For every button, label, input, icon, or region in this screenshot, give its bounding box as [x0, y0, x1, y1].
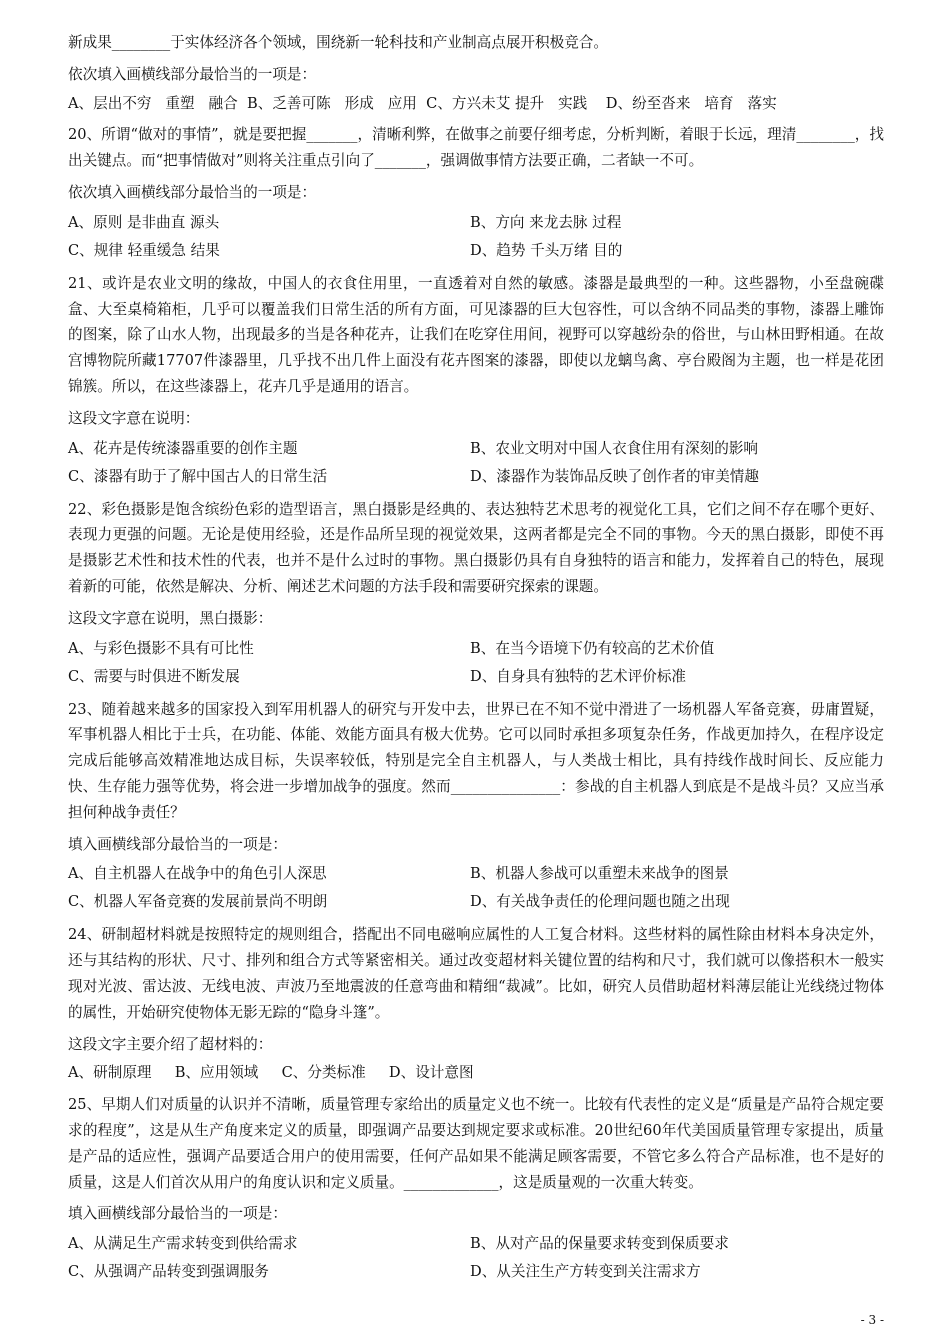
q25-options: [68, 1230, 884, 1286]
q22-option-c: C、需要与时俱进不断发展: [68, 667, 240, 685]
q21-option-c: C、漆器有助于了解中国古人的日常生活: [68, 467, 328, 485]
q20-options: [68, 209, 884, 265]
q21-option-a: A、花卉是传统漆器重要的创作主题: [68, 439, 298, 457]
q25-option-c: C、从强调产品转变到强调服务: [68, 1263, 269, 1281]
q22-options: [68, 635, 884, 691]
q20-option-c: C、规律 轻重缓急 结果: [68, 241, 220, 259]
q21-options: [68, 435, 884, 491]
q20-option-d: D、趋势 千头万绪 目的: [470, 241, 623, 259]
q20-option-b: B、方向 来龙去脉 过程: [470, 213, 622, 231]
page-number: - 3 -: [860, 1313, 884, 1327]
q23-prompt: 填入画横线部分最恰当的一项是：: [68, 835, 287, 853]
q23-options: [68, 860, 884, 916]
q24-prompt: 这段文字主要介绍了超材料的：: [68, 1035, 273, 1053]
q23-option-d: D、有关战争责任的伦理问题也随之出现: [470, 893, 730, 911]
q19-options: A、层出不穷 重塑 融合 B、乏善可陈 形成 应用 C、方兴未艾 提升 实践 D、纷至沓来 培育 落实: [68, 94, 777, 112]
q24-options: A、研制原理 B、应用领域 C、分类标准 D、设计意图: [68, 1064, 474, 1082]
q22-stem: 22、彩色摄影是饱含缤纷色彩的造型语言，黑白摄影是经典的、表达独特艺术思考的视觉化工具，它们之间不存在哪个更好、表现力更强的问题。无论是使用经验，还是作品所呈现的视觉效果，这两者都是完全不同的事物。今天的黑白摄影，即使不再是摄影艺术性和技术性的代表，也并不是什么过时的事物。黑白摄影仍具有自身独特的语言和能力，发挥着自己的特色，展现着新的可能，依然是解决、分析、阐述艺术问题的方法手段和需要研究探索的课题。: [68, 500, 884, 595]
q25-option-b: B、从对产品的保量要求转变到保质要求: [470, 1235, 729, 1253]
q19-prompt: 依次填入画横线部分最恰当的一项是：: [68, 65, 317, 83]
q21-option-b: B、农业文明对中国人衣食住用有深刻的影响: [470, 439, 759, 457]
exam-page: [68, 30, 884, 1286]
q22-option-a: A、与彩色摄影不具有可比性: [68, 639, 254, 657]
q19-stem-continuation: 新成果________于实体经济各个领域，围绕新一轮科技和产业制高点展开积极竞合。: [68, 34, 608, 51]
q22-prompt: 这段文字意在说明，黑白摄影：: [68, 609, 273, 627]
q23-option-a: A、自主机器人在战争中的角色引人深思: [68, 865, 327, 883]
q21-prompt: 这段文字意在说明：: [68, 409, 200, 427]
q22-option-b: B、在当今语境下仍有较高的艺术价值: [470, 639, 715, 657]
q23-stem: 23、随着越来越多的国家投入到军用机器人的研究与开发中去，世界已在不知不觉中滑进了一场机器人军备竞赛，毋庸置疑，军事机器人相比于士兵，在功能、体能、效能方面具有极大优势。它可以同时承担多项复杂任务，作战更加持久，在程序设定完成后能够高效精准地达成目标，失误率较低，特别是完全自主机器人，与人类战士相比，具有持线作战时间长、反应能力快、生存能力强等优势，将会进一步增加战争的强度。然而_______________：参战的自主机器人到底是不是战斗员？又应当承担何种战争责任？: [68, 700, 884, 821]
q20-prompt: 依次填入画横线部分最恰当的一项是：: [68, 183, 317, 201]
q23-option-b: B、机器人参战可以重塑未来战争的图景: [470, 865, 729, 883]
q25-stem: 25、早期人们对质量的认识并不清晰，质量管理专家给出的质量定义也不统一。比较有代表性的定义是“质量是产品符合规定要求的程度”，这是从生产角度来定义的质量，即强调产品要达到规定要求或标准。20世纪60年代美国质量管理专家提出，质量是产品的适应性，强调产品要适合用户的使用需要，任何产品如果不能满足顾客需要，不管它多么符合产品标准，也不是好的质量，这是人们首次从用户的角度认识和定义质量。_____________，这是质量观的一次重大转变。: [68, 1096, 884, 1191]
q20-option-a: A、原则 是非曲直 源头: [68, 213, 220, 231]
q22-option-d: D、自身具有独特的艺术评价标准: [470, 667, 687, 685]
q25-prompt: 填入画横线部分最恰当的一项是：: [68, 1205, 287, 1223]
q24-stem: 24、研制超材料就是按照特定的规则组合，搭配出不同电磁响应属性的人工复合材料。这些材料的属性除由材料本身决定外，还与其结构的形状、尺寸、排列和组合方式等紧密相关。通过改变超材料关键位置的结构和尺寸，我们就可以像搭积木一般实现对光波、雷达波、无线电波、声波乃至地震波的任意弯曲和精细“裁减”。比如，研究人员借助超材料薄层能让光线绕过物体的属性，开始研究使物体无影无踪的“隐身斗篷”。: [68, 926, 884, 1021]
q20-stem: 20、所谓“做对的事情”，就是要把握_______，清晰利弊，在做事之前要仔细考虑，分析判断，着眼于长远，理清________，找出关键点。而“把事情做对”则将关注重点引向了_______，强调做事情方法要正确，二者缺一不可。: [68, 126, 884, 170]
q25-option-d: D、从关注生产方转变到关注需求方: [470, 1263, 701, 1281]
q25-option-a: A、从满足生产需求转变到供给需求: [68, 1235, 298, 1253]
q23-option-c: C、机器人军备竞赛的发展前景尚不明朗: [68, 893, 328, 911]
q21-stem: 21、或许是农业文明的缘故，中国人的衣食住用里，一直透着对自然的敏感。漆器是最典型的一种。这些器物，小至盘碗碟盒、大至桌椅箱柜，几乎可以覆盖我们日常生活的所有方面，可见漆器的巨大包容性，可以含纳不同品类的事物，漆器上雕饰的图案，除了山水人物，出现最多的当是各种花卉，让我们在吃穿住用间，视野可以穿越纷杂的俗世，与山林田野相通。在故宫博物院所藏17707件漆器里，几乎找不出几件上面没有花卉图案的漆器，即使以龙螭鸟禽、亭台殿阁为主题，也一样是花团锦簇。所以，在这些漆器上，花卉几乎是通用的语言。: [68, 274, 884, 395]
q21-option-d: D、漆器作为装饰品反映了创作者的审美情趣: [470, 467, 759, 485]
